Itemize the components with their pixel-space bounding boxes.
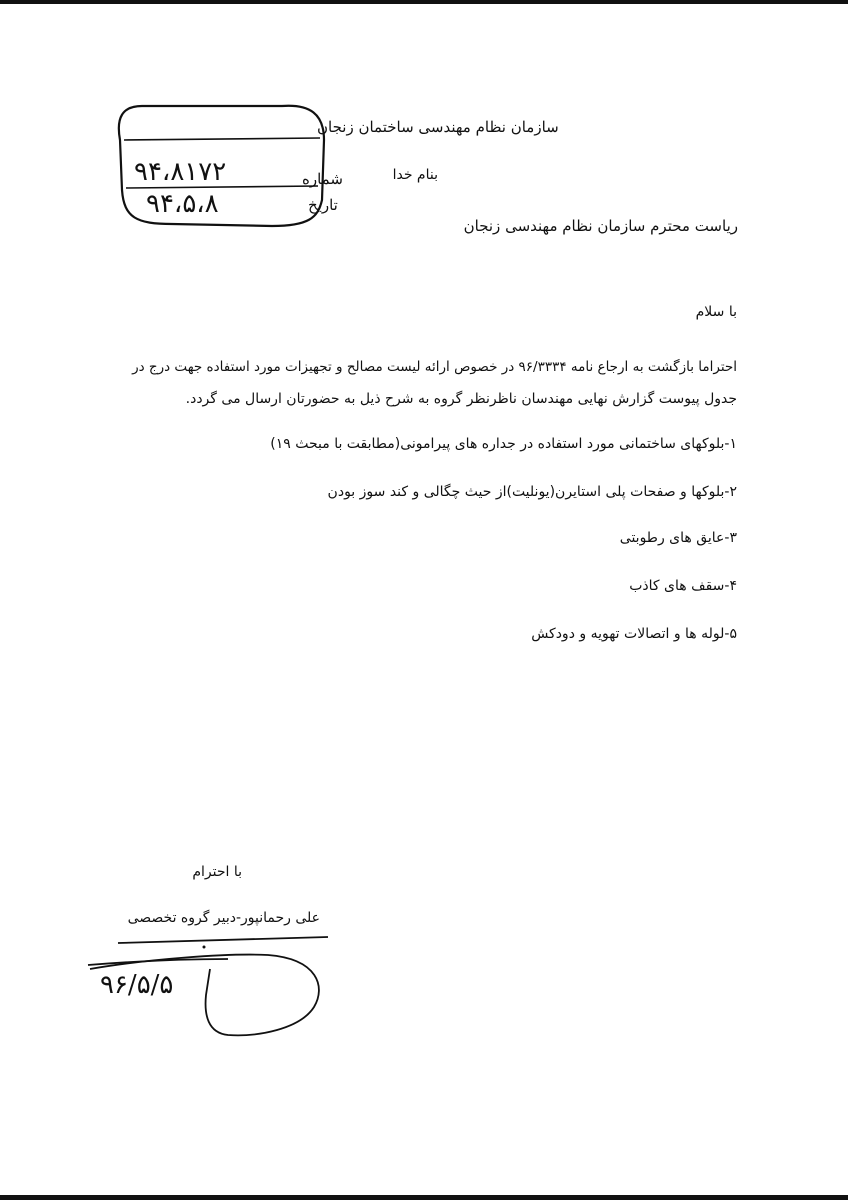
paragraph-line-2: جدول پیوست گزارش نهایی مهندسان ناظرنظر گروه به شرح ذیل به حضورتان ارسال می گردد. bbox=[185, 391, 737, 407]
list-item-4: ۴-سقف های کاذب bbox=[629, 578, 737, 594]
stamp-date-value: ۹۴،۵،۸ bbox=[146, 189, 219, 219]
scan-edge-top bbox=[0, 0, 848, 4]
stamp-number-value: ۹۴،۸۱۷۲ bbox=[134, 157, 227, 187]
paragraph-line-1: احتراما بازگشت به ارجاع نامه ۹۶/۳۳۳۴ در خصوص ارائه لیست مصالح و تجهیزات مورد استفاده جهت درج در bbox=[132, 359, 737, 375]
recipient-line: ریاست محترم سازمان نظام مهندسی زنجان bbox=[463, 217, 738, 235]
list-item-2: ۲-بلوکها و صفحات پلی استایرن(یونلیت)از حیث چگالی و کند سوز بودن bbox=[327, 484, 737, 500]
list-item-1: ۱-بلوکهای ساختمانی مورد استفاده در جداره های پیرامونی(مطابقت با مبحث ۱۹) bbox=[270, 436, 737, 452]
signature-date: ۹۶/۵/۵ bbox=[100, 970, 174, 1000]
list-item-3: ۳-عایق های رطوبتی bbox=[619, 530, 737, 546]
invocation: بنام خدا bbox=[392, 167, 438, 183]
stamp-org: سازمان نظام مهندسی ساختمان زنجان bbox=[317, 118, 559, 136]
signature bbox=[78, 925, 338, 1045]
greeting: با سلام bbox=[695, 304, 737, 320]
list-item-5: ۵-لوله ها و اتصالات تهویه و دودکش bbox=[531, 626, 737, 642]
closing-regards: با احترام bbox=[192, 864, 242, 880]
scan-edge-bottom bbox=[0, 1195, 848, 1200]
stamp-number-label: شماره bbox=[302, 170, 343, 188]
stamp-date-label: تاریخ bbox=[308, 196, 338, 214]
signer-name: علی رحمانپور-دبیر گروه تخصصی bbox=[127, 910, 320, 926]
